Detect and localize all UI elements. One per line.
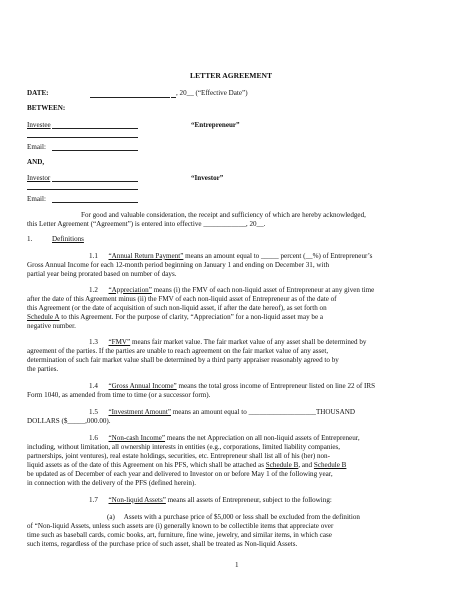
definition-text: after the date of this Agreement minus (ii) the FMV of each non-liquid asset of Entrepreneur as of the date of xyxy=(27,295,337,304)
definition-number: 1.3 xyxy=(89,338,98,346)
intro-line: this Letter Agreement (“Agreement”) is entered into effective ____________, 20__. xyxy=(27,220,266,229)
definition-term: “Non-liquid Assets” xyxy=(108,496,166,504)
definition-term: “Investment Amount” xyxy=(108,408,171,416)
date-effective-text: , 20__ (“Effective Date”) xyxy=(176,89,248,97)
definition-number: 1.6 xyxy=(89,434,98,442)
definition-text: the parties. xyxy=(27,365,59,374)
definition-1-6: 1.6 “Non-cash Income” means the net Appreciation on all non-liquid assets of Entrepreneur, including, without limitation, all ownership interests in entities (e.g., corporations, limited liability companies, partnerships, joint ventures), real estate holdings, securities, etc. Entrepreneur shall list all of his (her) non- liquid assets as of the date of this Agreement on his PFS, which shall be attached as Schedule B, and Schedule B be updated as of December of each year and delivered to Investor on or before May 1 of the following year, in connection with the delivery of the PFS (defined herein). xyxy=(27,434,447,488)
definition-number: 1.7 xyxy=(89,496,98,504)
schedule-b-ref: Schedule B xyxy=(313,461,347,470)
item-text: of “Non-liquid Assets, unless such assets are (i) generally known to be collectible items that appreciate over xyxy=(27,522,334,531)
definition-term: “Non-cash Income” xyxy=(108,434,166,442)
section-1-title: Definitions xyxy=(52,235,84,243)
definition-text: in connection with the delivery of the PFS (defined herein). xyxy=(27,479,197,488)
item-a xyxy=(27,513,447,549)
schedule-a-ref: Schedule A xyxy=(27,313,60,322)
definition-text: means all assets of Entrepreneur, subject to the following: xyxy=(165,496,332,504)
investor-email-label: Email: xyxy=(27,195,46,203)
definition-1-4 xyxy=(27,382,447,400)
definition-text: means (i) the FMV of each non-liquid asset of Entrepreneur at any given time xyxy=(151,286,375,294)
intro-paragraph xyxy=(27,211,447,229)
intro-line: For good and valuable consideration, the receipt and sufficiency of which are hereby acknowledged, xyxy=(81,211,366,219)
definition-term: “Appreciation” xyxy=(108,286,152,294)
definition-text: liquid assets as of the date of this Agreement on his PFS, which shall be attached as xyxy=(27,461,265,470)
investor-email-line xyxy=(52,202,138,203)
between-label: BETWEEN: xyxy=(27,104,66,112)
and-label: AND, xyxy=(27,158,45,166)
definition-term: “Gross Annual Income” xyxy=(108,382,177,390)
definition-text: DOLLARS ($_____,000.00). xyxy=(27,417,111,426)
entrepreneur-role: “Entrepreneur” xyxy=(191,121,240,129)
investee-name-line xyxy=(52,128,138,129)
investor-name-line xyxy=(52,181,138,182)
investee-email-line xyxy=(52,150,138,151)
definition-1-1 xyxy=(27,252,447,279)
definition-text: means the total gross income of Entrepreneur listed on line 22 of IRS xyxy=(176,382,376,390)
definition-number: 1.4 xyxy=(89,382,98,390)
definition-1-7 xyxy=(27,496,447,505)
definition-text: Form 1040, as amended from time to time (or a successor form). xyxy=(27,391,211,400)
and-word: and xyxy=(301,461,313,470)
definition-number: 1.5 xyxy=(89,408,98,416)
investee-email-label: Email: xyxy=(27,143,46,151)
investee-label: Investee xyxy=(27,121,51,129)
definition-text: means the net Appreciation on all non-liquid assets of Entrepreneur, xyxy=(165,434,360,442)
definition-number: 1.1 xyxy=(89,252,98,260)
date-blank-line xyxy=(90,97,170,98)
definition-1-3 xyxy=(27,338,447,374)
definition-text: means an amount equal to ___________________THOUSAND xyxy=(170,408,355,416)
definition-text: to this Agreement. For the purpose of clarity, “Appreciation” for a non-liquid asset may be a xyxy=(61,313,324,322)
definition-text: negative number. xyxy=(27,322,76,331)
item-text: such items, regardless of the purchase price of such asset, shall be treated as Non-liquid Assets. xyxy=(27,540,298,549)
definition-1-2 xyxy=(27,286,447,331)
definition-text: agreement of the parties. If the parties are unable to reach agreement on the fair market value of any asset, xyxy=(27,347,329,356)
definition-text: partial year being prorated based on number of days. xyxy=(27,270,177,279)
investor-role: “Investor” xyxy=(191,174,224,182)
definition-text: this Agreement (or the date of acquisition of such non-liquid asset, if after the date hereof), as set forth on xyxy=(27,304,327,313)
item-text: Assets with a purchase price of $5,000 or less shall be excluded from the definition xyxy=(123,513,360,521)
investor-address-line-1 xyxy=(27,189,138,190)
definition-number: 1.2 xyxy=(89,286,98,294)
date-label: DATE: xyxy=(27,89,49,97)
definition-text: partnerships, joint ventures), real estate holdings, securities, etc. Entrepreneur shall list all of his (her) non- xyxy=(27,452,330,461)
definition-text: determination of such fair market value shall be determined by a third party appraiser reasonably agreed to by xyxy=(27,356,339,365)
definition-1-5 xyxy=(27,408,447,426)
definition-text: Gross Annual Income for each 12-month period beginning on January 1 and ending on December 31, with xyxy=(27,261,330,270)
definition-text: be updated as of December of each year and delivered to Investor on or before May 1 of the following year, xyxy=(27,470,333,479)
item-marker: (a) xyxy=(107,513,115,521)
definition-text: including, without limitation, all ownership interests in entities (e.g., corporations, limited liability companies, xyxy=(27,443,341,452)
definition-term: “FMV” xyxy=(108,338,131,346)
section-1-number: 1. xyxy=(27,235,33,243)
definition-text: means an amount equal to _____ percent (__%) of Entrepreneur’s xyxy=(183,252,373,260)
page-number: 1 xyxy=(235,561,239,569)
item-text: time such as baseball cards, comic books, art, furniture, fine wine, jewelry, and similar items, in which case xyxy=(27,531,332,540)
schedule-b-ref: Schedule B xyxy=(265,461,299,470)
investor-label: Investor xyxy=(27,174,51,182)
investee-address-line-1 xyxy=(27,137,138,138)
definition-text: means fair market value. The fair market value of any asset shall be determined by xyxy=(130,338,367,346)
definition-term: “Annual Return Payment” xyxy=(108,252,184,260)
document-title: LETTER AGREEMENT xyxy=(190,71,273,80)
